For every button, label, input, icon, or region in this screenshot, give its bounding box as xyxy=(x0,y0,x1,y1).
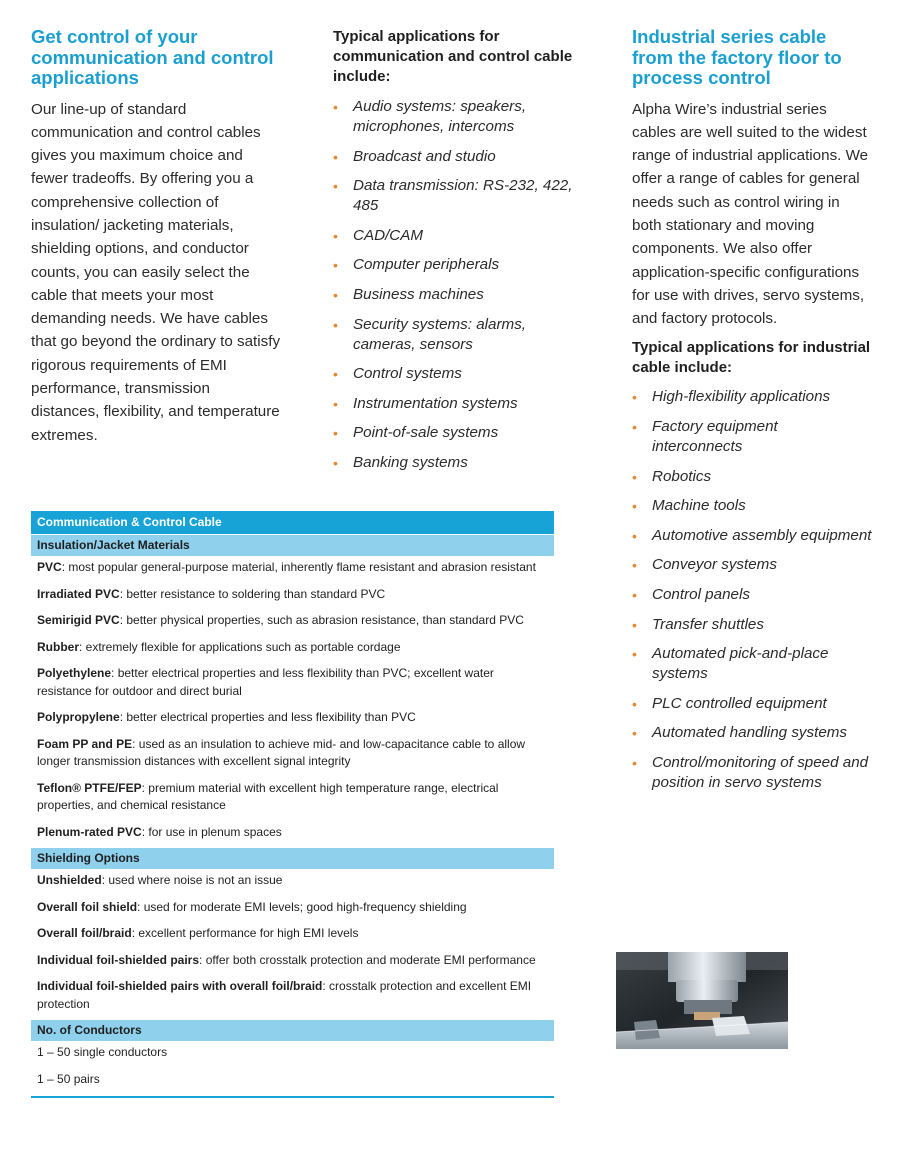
list-item xyxy=(333,453,573,473)
machine-tool-photo xyxy=(616,952,788,1049)
bullet-dot-icon: • xyxy=(632,725,637,742)
table-row xyxy=(31,949,554,976)
bullet-dot-icon: • xyxy=(632,468,637,485)
table-section-header: Shielding Options xyxy=(31,848,554,869)
list-item-text: Automated pick-and-place systems xyxy=(652,645,829,683)
bullet-dot-icon: • xyxy=(333,227,338,244)
bullet-dot-icon: • xyxy=(333,257,338,274)
list-item xyxy=(333,255,573,275)
list-item xyxy=(333,315,573,355)
table-body xyxy=(31,535,554,1094)
table-row xyxy=(31,636,554,663)
right-body-text: Alpha Wire’s industrial series cables are well suited to the widest range of industrial applications. We offer a range of cables for general needs such as control wiring in both stationary and moving components. We also offer application-specific configurations for use with drives, servo systems, and factory protocols. xyxy=(632,100,869,328)
list-item-text: Instrumentation systems xyxy=(353,394,518,412)
list-item-text: Data transmission: RS-232, 422, 485 xyxy=(353,177,573,215)
table-row-description: : premium material with excellent high temperature range, electrical properties, and chemical resistance xyxy=(37,780,499,812)
list-item-text: Computer peripherals xyxy=(353,256,500,274)
list-item xyxy=(632,694,872,714)
table-row xyxy=(31,556,554,583)
table-row-description: 1 – 50 pairs xyxy=(37,1071,100,1086)
list-item xyxy=(632,387,872,407)
right-column xyxy=(632,0,872,803)
list-item xyxy=(333,285,573,305)
table-row-term: Irradiated PVC xyxy=(37,586,120,601)
list-item-text: Banking systems xyxy=(353,453,468,471)
list-item-text: Security systems: alarms, cameras, sensors xyxy=(353,315,527,353)
bullet-dot-icon: • xyxy=(632,616,637,633)
table-row-description: : most popular general-purpose material, inherently flame resistant and abrasion resistant xyxy=(61,560,536,574)
table-row xyxy=(31,975,554,1019)
list-item-text: Transfer shuttles xyxy=(652,615,764,633)
bullet-dot-icon: • xyxy=(333,316,338,333)
left-heading: Get control of your communication and control applications xyxy=(31,26,274,88)
table-row-description: : used where noise is not an issue xyxy=(101,873,283,887)
table-row-term: Overall foil shield xyxy=(37,899,138,914)
bullet-dot-icon: • xyxy=(632,755,637,771)
table-row-term: Polypropylene xyxy=(37,710,120,724)
list-item xyxy=(632,644,872,684)
list-item-text: Machine tools xyxy=(652,497,746,515)
table-row-description: : better electrical properties and less flexibility than PVC xyxy=(119,710,416,724)
list-item xyxy=(632,723,872,743)
table-row-term: Individual foil-shielded pairs with overall foil/braid xyxy=(37,979,323,993)
table-row xyxy=(31,777,554,821)
table-row-description: : used as an insulation to achieve mid- and low-capacitance cable to allow longer transmission distances with excellent signal integrity xyxy=(37,736,526,768)
table-row xyxy=(31,706,554,733)
list-item-text: Business machines xyxy=(353,285,484,303)
list-item-text: Automotive assembly equipment xyxy=(652,526,872,544)
list-item xyxy=(632,585,872,605)
list-item xyxy=(632,555,872,575)
table-bottom-rule xyxy=(31,1096,554,1098)
list-item-text: Robotics xyxy=(652,467,712,485)
table-section-header: No. of Conductors xyxy=(31,1020,554,1041)
list-item-text: Broadcast and studio xyxy=(353,147,496,165)
table-row xyxy=(31,896,554,923)
list-item xyxy=(632,753,872,793)
middle-column xyxy=(333,0,573,483)
list-item-text: Conveyor systems xyxy=(652,556,777,574)
bullet-dot-icon: • xyxy=(632,557,637,574)
list-item-text: Control/monitoring of speed and position in servo systems xyxy=(652,754,869,791)
list-item xyxy=(333,97,573,137)
bullet-dot-icon: • xyxy=(632,389,637,406)
table-section-header: Insulation/Jacket Materials xyxy=(31,535,554,556)
communication-applications-list xyxy=(333,97,573,473)
table-row xyxy=(31,1068,554,1095)
cable-spec-table xyxy=(31,511,554,1098)
table-row-term: Semirigid PVC xyxy=(37,613,120,627)
list-item-text: Control panels xyxy=(652,586,750,604)
bullet-dot-icon: • xyxy=(333,425,338,442)
table-row-term: Foam PP and PE xyxy=(37,736,133,751)
right-heading: Industrial series cable from the factory floor to process control xyxy=(632,26,842,88)
bullet-dot-icon: • xyxy=(632,527,637,544)
bullet-dot-icon: • xyxy=(333,286,338,303)
bullet-dot-icon: • xyxy=(333,99,338,115)
table-row xyxy=(31,1041,554,1068)
middle-heading: Typical applications for communication and control cable include: xyxy=(333,28,573,85)
list-item-text: PLC controlled equipment xyxy=(652,694,827,712)
table-row-description: : offer both crosstalk protection and moderate EMI performance xyxy=(199,952,536,967)
table-row-term: Polyethylene xyxy=(37,666,112,680)
list-item-text: CAD/CAM xyxy=(353,226,424,244)
list-item-text: High-flexibility applications xyxy=(652,388,831,406)
table-row-description: : better physical properties, such as abrasion resistance, than standard PVC xyxy=(119,613,524,627)
table-row xyxy=(31,821,554,848)
bullet-dot-icon: • xyxy=(632,695,637,712)
table-row-term: Plenum-rated PVC xyxy=(37,824,142,839)
list-item xyxy=(333,176,573,216)
table-row xyxy=(31,869,554,896)
table-row-term: Teflon® PTFE/FEP xyxy=(37,780,142,795)
bullet-dot-icon: • xyxy=(632,498,637,515)
list-item-text: Automated handling systems xyxy=(652,724,848,742)
list-item-text: Point-of-sale systems xyxy=(353,424,499,442)
industrial-applications-list xyxy=(632,387,872,793)
table-row-term: PVC xyxy=(37,560,62,574)
table-row xyxy=(31,733,554,777)
table-row-term: Unshielded xyxy=(37,873,102,887)
table-row-description: : better resistance to soldering than standard PVC xyxy=(119,586,386,601)
list-item-text: Control systems xyxy=(353,365,462,383)
left-column xyxy=(31,0,281,447)
table-row-term: Individual foil-shielded pairs xyxy=(37,952,200,967)
list-item xyxy=(632,526,872,546)
list-item xyxy=(333,423,573,443)
table-row xyxy=(31,583,554,610)
bullet-dot-icon: • xyxy=(333,395,338,412)
right-subheading: Typical applications for industrial cable include: xyxy=(632,339,871,377)
bullet-dot-icon: • xyxy=(333,178,338,195)
table-row-description: : better electrical properties and less flexibility than PVC; excellent water resistance for outdoor and direct burial xyxy=(37,666,494,698)
table-row xyxy=(31,662,554,706)
table-row-description: : used for moderate EMI levels; good high-frequency shielding xyxy=(137,899,467,914)
bullet-dot-icon: • xyxy=(632,646,637,663)
table-title: Communication & Control Cable xyxy=(31,511,554,534)
list-item-text: Audio systems: speakers, microphones, intercoms xyxy=(353,98,527,135)
table-row-term: Overall foil/braid xyxy=(37,926,132,940)
list-item xyxy=(333,364,573,384)
table-row-description: 1 – 50 single conductors xyxy=(37,1045,168,1059)
list-item xyxy=(632,467,872,487)
list-item-text: Factory equipment interconnects xyxy=(652,418,778,456)
bullet-dot-icon: • xyxy=(333,148,338,165)
list-item xyxy=(333,394,573,414)
list-item xyxy=(333,226,573,246)
list-item xyxy=(632,417,872,457)
bullet-dot-icon: • xyxy=(333,366,338,383)
list-item xyxy=(632,615,872,635)
bullet-dot-icon: • xyxy=(632,419,637,436)
list-item xyxy=(333,147,573,167)
table-row-description: : for use in plenum spaces xyxy=(141,824,282,839)
bullet-dot-icon: • xyxy=(632,587,637,604)
bullet-dot-icon: • xyxy=(333,454,338,471)
table-row-description: : extremely flexible for applications such as portable cordage xyxy=(79,639,401,654)
left-body-text: Our line-up of standard communication and control cables gives you maximum choice and fewer tradeoffs. By offering you a comprehensive collection of insulation/ jacketing materials, shielding options, and conductor counts, you can easily select the cable that meets your most demanding needs. We have cables that go beyond the ordinary to satisfy rigorous requirements of EMI performance, transmission distances, flexibility, and temperature extremes. xyxy=(31,100,281,444)
table-row-term: Rubber xyxy=(37,639,79,654)
list-item xyxy=(632,496,872,516)
table-row xyxy=(31,922,554,949)
table-row-description: : excellent performance for high EMI levels xyxy=(131,926,359,940)
table-row xyxy=(31,609,554,636)
table-row-description: : crosstalk protection and excellent EMI protection xyxy=(37,979,532,1011)
